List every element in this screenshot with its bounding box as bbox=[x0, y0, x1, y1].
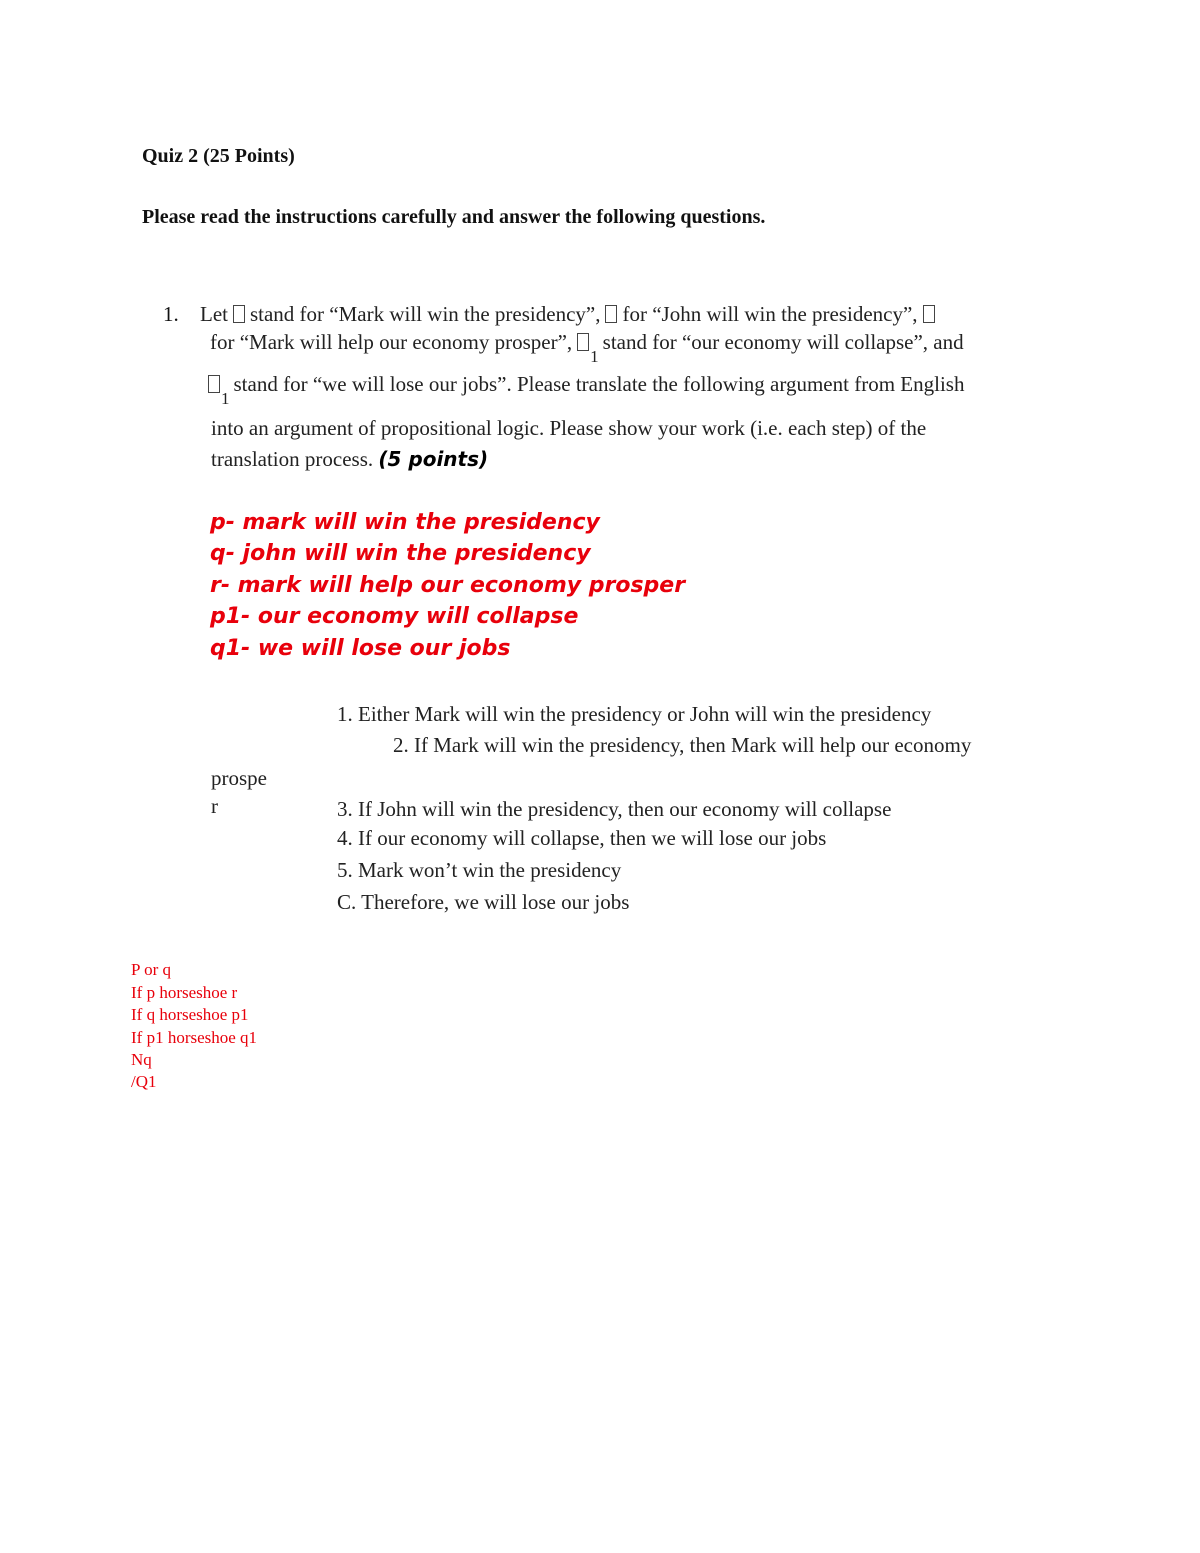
question-line-3-text: stand for “we will lose our jobs”. Please translate the following argument from English bbox=[233, 372, 965, 396]
question-number: 1. bbox=[163, 302, 179, 326]
answer-line-3: If q horseshoe p1 bbox=[131, 1005, 249, 1024]
missing-glyph-icon bbox=[208, 375, 220, 393]
answer-line-2: If p horseshoe r bbox=[131, 983, 238, 1002]
subscript-one: 1 bbox=[221, 389, 230, 408]
premise-5: 5. Mark won’t win the presidency bbox=[337, 858, 622, 882]
premise-2-wrap-b: r bbox=[211, 794, 218, 818]
premise-3: 3. If John will win the presidency, then our economy will collapse bbox=[337, 797, 892, 821]
answer-line-1: P or q bbox=[131, 960, 171, 979]
question-line-2-b: stand for “our economy will collapse”, and bbox=[602, 330, 964, 354]
question-line-1-a: Let bbox=[200, 302, 228, 326]
question-line-5-text: translation process. bbox=[211, 447, 374, 471]
definition-p1: p1- our economy will collapse bbox=[210, 604, 579, 629]
missing-glyph-icon bbox=[577, 333, 589, 351]
premise-4: 4. If our economy will collapse, then we will lose our jobs bbox=[337, 826, 827, 850]
definition-q1: q1- we will lose our jobs bbox=[210, 636, 511, 661]
definition-q: q- john will win the presidency bbox=[210, 541, 591, 566]
premise-2-wrap-a: prospe bbox=[211, 766, 267, 790]
question-line-3 bbox=[203, 372, 965, 408]
question-line-5 bbox=[211, 447, 488, 472]
points-label: (5 points) bbox=[378, 447, 489, 471]
definition-p: p- mark will win the presidency bbox=[210, 510, 600, 535]
question-line-2-a: for “Mark will help our economy prosper”, bbox=[210, 330, 573, 354]
answer-line-5: Nq bbox=[131, 1050, 152, 1069]
premise-2: 2. If Mark will win the presidency, then Mark will help our economy bbox=[393, 733, 972, 757]
conclusion: C. Therefore, we will lose our jobs bbox=[337, 890, 630, 914]
question-line-1-c: for “John will win the presidency”, bbox=[622, 302, 918, 326]
quiz-title: Quiz 2 (25 Points) bbox=[142, 145, 295, 167]
question-line-1-b: stand for “Mark will win the presidency”, bbox=[249, 302, 601, 326]
answer-line-4: If p1 horseshoe q1 bbox=[131, 1028, 258, 1047]
question-line-1 bbox=[200, 302, 940, 327]
answer-line-6: /Q1 bbox=[131, 1072, 157, 1091]
instructions-text: Please read the instructions carefully and answer the following questions. bbox=[142, 206, 766, 228]
missing-glyph-icon bbox=[923, 305, 935, 323]
question-line-2 bbox=[210, 330, 964, 366]
missing-glyph-icon bbox=[605, 305, 617, 323]
subscript-one: 1 bbox=[590, 347, 599, 366]
definition-r: r- mark will help our economy prosper bbox=[210, 573, 686, 598]
question-line-4: into an argument of propositional logic. Please show your work (i.e. each step) of the bbox=[211, 416, 927, 440]
premise-1: 1. Either Mark will win the presidency or John will win the presidency bbox=[337, 702, 932, 726]
missing-glyph-icon bbox=[233, 305, 245, 323]
